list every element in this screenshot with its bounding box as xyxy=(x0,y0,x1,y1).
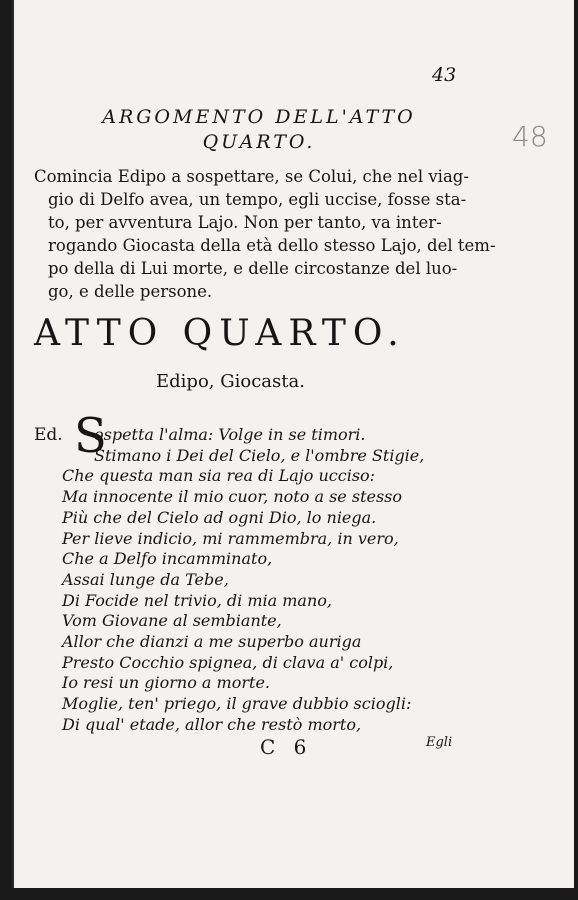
verse-line: Vom Giovane al sembiante, xyxy=(62,611,282,631)
argument-line: gio di Delfo avea, un tempo, egli uccise, fosse sta- xyxy=(48,190,467,209)
drop-cap: S xyxy=(74,408,107,464)
verse-line: Di qual' etade, allor che restò morto, xyxy=(62,714,362,734)
argument-line: rogando Giocasta della età dello stesso Lajo, del tem- xyxy=(48,236,496,255)
verse-block xyxy=(62,425,482,736)
verse-line: Moglie, ten' priego, il grave dubbio sciogli: xyxy=(62,694,412,714)
argument-title xyxy=(74,105,444,155)
handwritten-margin-note: 48 xyxy=(512,120,548,153)
argument-line: to, per avventura Lajo. Non per tanto, va inter- xyxy=(48,213,442,232)
page-number: 43 xyxy=(432,64,457,86)
verse-line: ospetta l'alma: Volge in se timori. xyxy=(94,425,366,444)
speaker-tag: Ed. xyxy=(34,425,63,445)
verse-line: Che questa man sia rea di Lajo ucciso: xyxy=(62,466,376,486)
verse-line: Ma innocente il mio cuor, noto a se stesso xyxy=(62,487,403,507)
argument-text xyxy=(34,165,496,303)
argument-line: go, e delle persone. xyxy=(48,282,213,301)
catchword: Egli xyxy=(426,735,453,750)
verse-line: Io resi un giorno a morte. xyxy=(62,673,270,693)
verse-line: Per lieve indicio, mi rammembra, in vero, xyxy=(62,528,399,548)
signature-mark: C 6 xyxy=(260,735,313,759)
act-title: ATTO QUARTO. xyxy=(34,313,406,354)
verse-line: Allor che dianzi a me superbo auriga xyxy=(62,632,362,652)
argument-title-line: QUARTO. xyxy=(202,131,316,153)
speakers-heading: Edipo, Giocasta. xyxy=(156,371,305,392)
verse-line: Di Focide nel trivio, di mia mano, xyxy=(62,590,332,610)
verse-line: Che a Delfo incamminato, xyxy=(62,549,273,569)
verse-line: Più che del Cielo ad ogni Dio, lo niega. xyxy=(62,507,377,527)
verse-line: Stimano i Dei del Cielo, e l'ombre Stigie, xyxy=(94,445,425,465)
verse-line: Assai lunge da Tebe, xyxy=(62,569,229,589)
argument-line: Comincia Edipo a sospettare, se Colui, che nel viag- xyxy=(34,167,469,186)
argument-line: po della di Lui morte, e delle circostanze del luo- xyxy=(48,259,458,278)
verse-line: Presto Cocchio spignea, di clava a' colpi, xyxy=(62,652,394,672)
book-page xyxy=(12,0,574,888)
argument-title-line: ARGOMENTO DELL'ATTO xyxy=(102,106,416,128)
